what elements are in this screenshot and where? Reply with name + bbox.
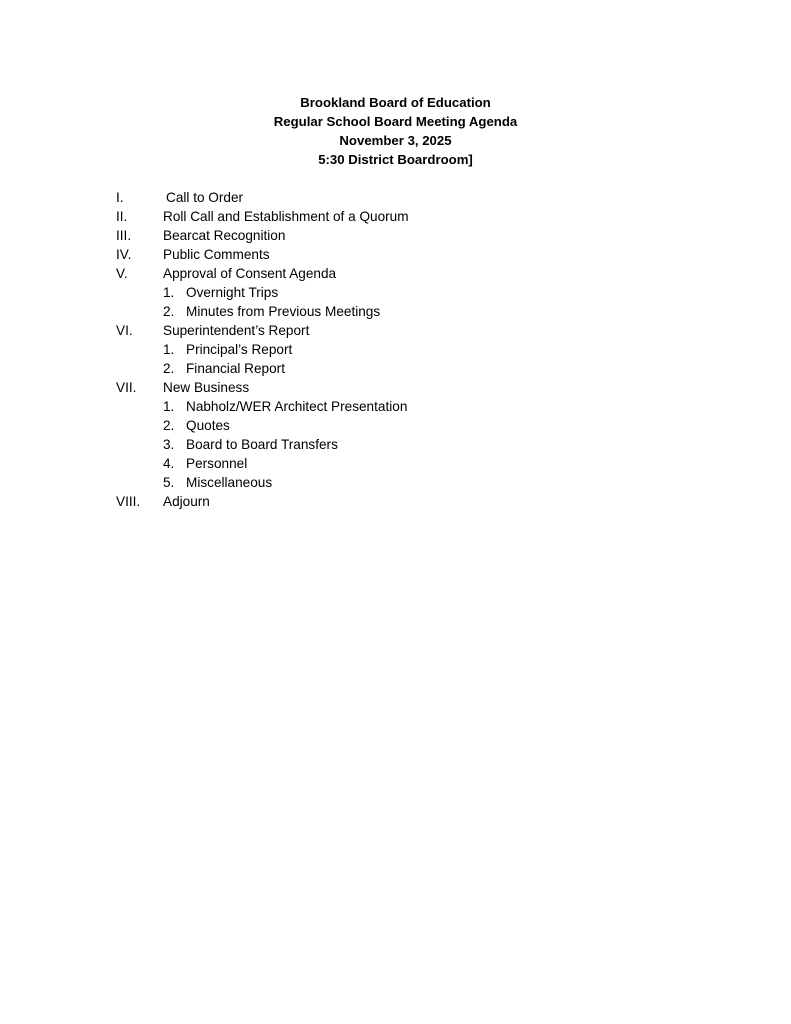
item-label: Public Comments (163, 247, 270, 262)
item-label: Roll Call and Establishment of a Quorum (163, 209, 409, 224)
subitem-number: 2. (163, 418, 175, 433)
agenda-item (0, 226, 791, 245)
subitem-label: Overnight Trips (186, 285, 279, 300)
subitem-number: 2. (163, 361, 175, 376)
item-label: Approval of Consent Agenda (163, 266, 337, 281)
agenda-list (0, 188, 791, 511)
item-number: IV. (116, 247, 132, 262)
item-number: III. (116, 228, 132, 243)
agenda-item (0, 378, 791, 397)
item-label: Adjourn (163, 494, 210, 509)
meeting-date: November 3, 2025 (339, 133, 452, 148)
item-number: II. (116, 209, 128, 224)
item-label: Call to Order (166, 190, 244, 205)
meeting-title: Regular School Board Meeting Agenda (273, 114, 518, 129)
agenda-subitem (0, 454, 791, 473)
subitem-number: 1. (163, 342, 175, 357)
subitem-label: Principal’s Report (186, 342, 293, 357)
subitem-label: Personnel (186, 456, 248, 471)
agenda-subitem (0, 435, 791, 454)
item-number: VII. (116, 380, 137, 395)
subitem-number: 4. (163, 456, 175, 471)
agenda-subitem (0, 473, 791, 492)
agenda-item (0, 207, 791, 226)
meeting-time-location: 5:30 District Boardroom] (318, 152, 473, 167)
agenda-subitem (0, 359, 791, 378)
agenda-item (0, 245, 791, 264)
subitem-label: Quotes (186, 418, 230, 433)
subitem-label: Minutes from Previous Meetings (186, 304, 381, 319)
item-label: Superintendent’s Report (163, 323, 310, 338)
agenda-header (0, 93, 791, 169)
agenda-item (0, 264, 791, 283)
item-label: Bearcat Recognition (163, 228, 286, 243)
subitem-number: 2. (163, 304, 175, 319)
subitem-label: Financial Report (186, 361, 285, 376)
subitem-number: 1. (163, 399, 175, 414)
item-number: VIII. (116, 494, 141, 509)
subitem-label: Board to Board Transfers (186, 437, 338, 452)
agenda-item (0, 188, 791, 207)
agenda-subitem (0, 397, 791, 416)
subitem-number: 1. (163, 285, 175, 300)
subitem-label: Nabholz/WER Architect Presentation (186, 399, 408, 414)
item-label: New Business (163, 380, 250, 395)
agenda-subitem (0, 340, 791, 359)
item-number: V. (116, 266, 128, 281)
agenda-subitem (0, 283, 791, 302)
agenda-subitem (0, 416, 791, 435)
organization-name: Brookland Board of Education (300, 95, 491, 110)
item-number: VI. (116, 323, 133, 338)
subitem-number: 3. (163, 437, 175, 452)
subitem-label: Miscellaneous (186, 475, 273, 490)
agenda-item (0, 321, 791, 340)
subitem-number: 5. (163, 475, 175, 490)
item-number: I. (116, 190, 124, 205)
agenda-item (0, 492, 791, 511)
agenda-subitem (0, 302, 791, 321)
